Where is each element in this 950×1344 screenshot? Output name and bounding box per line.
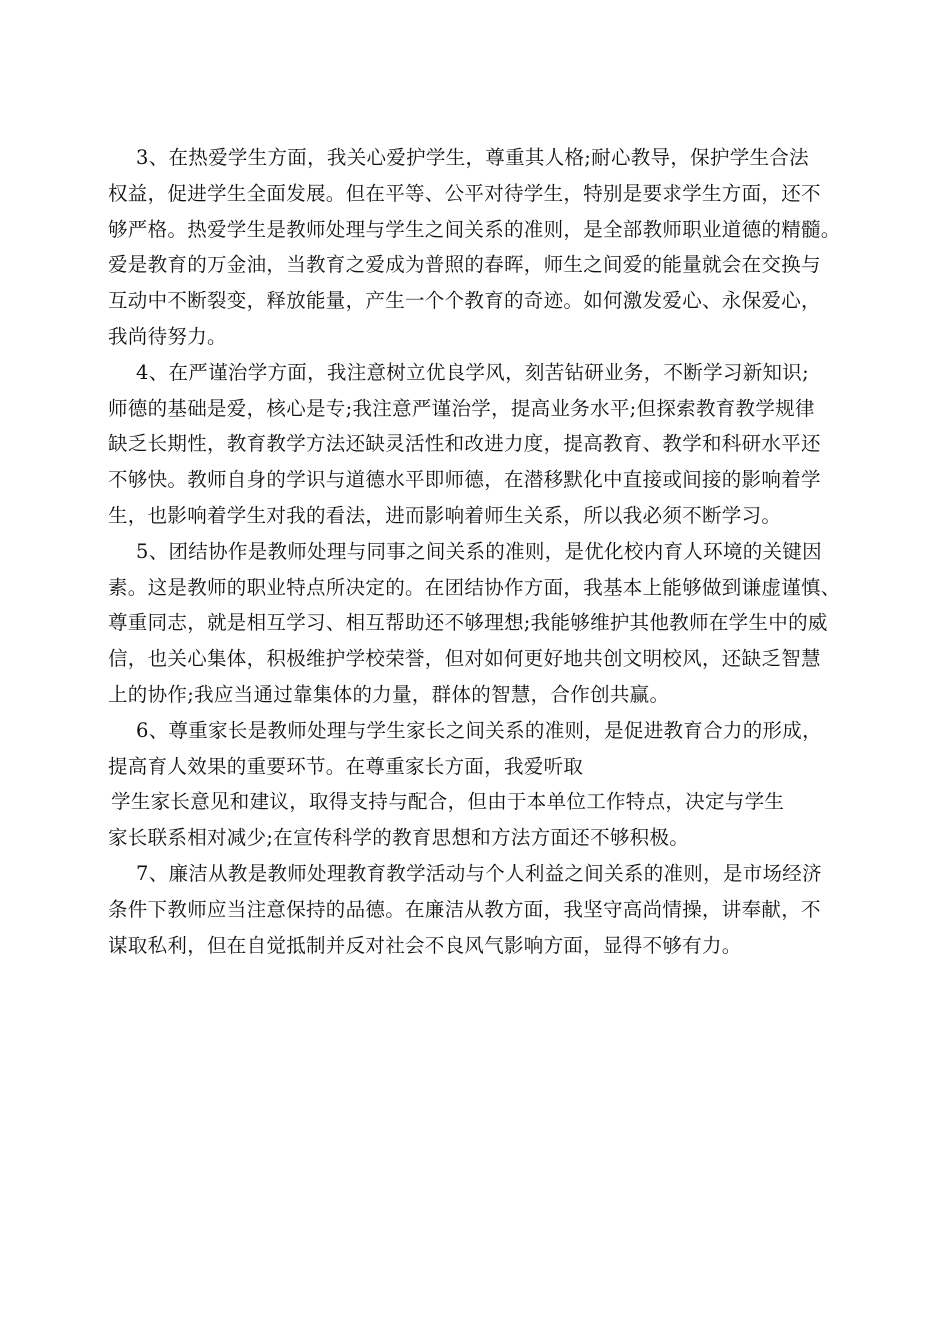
paragraph-3-line-6: 我尚待努力。 (108, 324, 227, 348)
paragraph-3-line-5: 互动中不断裂变，释放能量，产生一个个教育的奇迹。如何激发爱心、永保爱心， (108, 289, 821, 313)
paragraph-7-line-2: 条件下教师应当注意保持的品德。在廉洁从教方面，我坚守高尚情操，讲奉献，不 (108, 897, 821, 921)
paragraph-3-line-1: 3、在热爱学生方面，我关心爱护学生，尊重其人格;耐心教导，保护学生合法 (136, 146, 809, 169)
paragraph-6-line-2: 提高育人效果的重要环节。在尊重家长方面，我爱听取 (108, 754, 584, 778)
paragraph-5-line-1: 5、团结协作是教师处理与同事之间关系的准则，是优化校内育人环境的关键因 (136, 539, 822, 563)
paragraph-3-line-2: 权益，促进学生全面发展。但在平等、公平对待学生，特别是要求学生方面，还不 (108, 181, 821, 205)
paragraph-6-line-3: 学生家长意见和建议，取得支持与配合，但由于本单位工作特点，决定与学生 (111, 790, 785, 814)
paragraph-4-line-4: 不够快。教师自身的学识与道德水平即师德，在潜移默化中直接或间接的影响着学 (108, 468, 821, 492)
paragraph-5-line-4: 信，也关心集体，积极维护学校荣誉，但对如何更好地共创文明校风，还缺乏智慧 (108, 647, 821, 671)
paragraph-4-line-3: 缺乏长期性，教育教学方法还缺灵活性和改进力度，提高教育、教学和科研水平还 (108, 432, 821, 456)
paragraph-4-line-1: 4、在严谨治学方面，我注意树立优良学风，刻苦钻研业务，不断学习新知识; (136, 360, 809, 384)
paragraph-7-line-3: 谋取私利，但在自觉抵制并反对社会不良风气影响方面，显得不够有力。 (108, 933, 742, 957)
paragraph-3-line-3: 够严格。热爱学生是教师处理与学生之间关系的准则，是全部教师职业道德的精髓。 (108, 217, 841, 241)
paragraph-6-line-4: 家长联系相对减少;在宣传科学的教育思想和方法方面还不够积极。 (108, 826, 690, 850)
paragraph-6-line-1: 6、尊重家长是教师处理与学生家长之间关系的准则，是促进教育合力的形成， (136, 718, 822, 742)
document-body (108, 140, 853, 963)
paragraph-4-line-2: 师德的基础是爱，核心是专;我注意严谨治学，提高业务水平;但探索教育教学规律 (108, 396, 815, 420)
paragraph-5-line-5: 上的协作;我应当通过靠集体的力量，群体的智慧，合作创共赢。 (108, 682, 670, 706)
paragraph-3-line-4: 爱是教育的万金油，当教育之爱成为普照的春晖，师生之间爱的能量就会在交换与 (108, 253, 821, 277)
paragraph-5-line-3: 尊重同志，就是相互学习、相互帮助还不够理想;我能够维护其他教师在学生中的威 (108, 611, 828, 635)
paragraph-4-line-5: 生，也影响着学生对我的看法，进而影响着师生关系，所以我必须不断学习。 (108, 503, 782, 527)
paragraph-7-line-1: 7、廉洁从教是教师处理教育教学活动与个人利益之间关系的准则，是市场经济 (136, 861, 822, 885)
paragraph-5-line-2: 素。这是教师的职业特点所决定的。在团结协作方面，我基本上能够做到谦虚谨慎、 (108, 575, 841, 599)
